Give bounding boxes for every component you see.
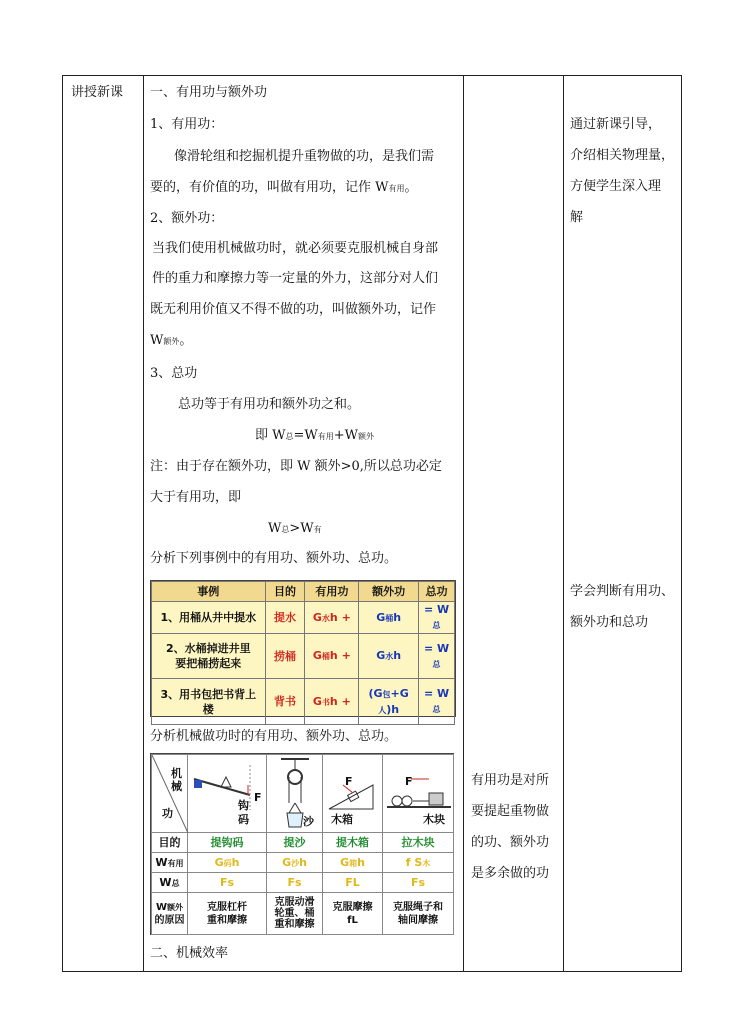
extra-work-heading: 2、额外功： xyxy=(150,211,224,226)
extra-reason-cell: 克服摩擦 fL xyxy=(323,893,383,935)
column-divider xyxy=(563,76,564,971)
pulley-picture-cell: 沙 xyxy=(267,755,323,833)
case-cell: 3、用书包把书背上 楼 xyxy=(152,679,266,725)
extra-reason-cell: 克服杠杆 重和摩擦 xyxy=(188,893,267,935)
column-header: 事例 xyxy=(152,582,266,602)
extra-work-text: 件的重力和摩擦力等一定量的外力，这部分对人们 xyxy=(152,271,439,286)
section-heading-1: 一、有用功与额外功 xyxy=(150,85,268,100)
corner-cell: 机械 功 xyxy=(152,755,188,833)
column-header: 有用功 xyxy=(305,582,359,602)
total-work-formula: 即 W总=W有用+W额外 xyxy=(255,428,375,443)
note-column-text: 有用功是对所 要提起重物做 的功、额外功 是多余做的功 xyxy=(471,773,550,881)
total-cell: = W总 xyxy=(419,634,455,679)
total-cell: Fs xyxy=(188,873,267,893)
row-label: 讲授新课 xyxy=(71,85,124,100)
useful-cell: G箱h xyxy=(323,853,383,873)
goal-cell: 背书 xyxy=(265,679,305,725)
column-header: 额外功 xyxy=(359,582,419,602)
design-intent-text: 学会判断有用功、 额外功和总功 xyxy=(570,584,675,630)
total-cell: = W总 xyxy=(419,602,455,634)
table-row xyxy=(152,873,454,893)
extra-cell: G桶h xyxy=(359,602,419,634)
case-cell: 2、水桶掉进井里 要把桶捞起来 xyxy=(152,634,266,679)
extra-cell: G水h xyxy=(359,634,419,679)
goal-cell: 捞桶 xyxy=(265,634,305,679)
goal-cell: 提木箱 xyxy=(323,833,383,853)
total-cell: = W总 xyxy=(419,679,455,725)
total-work-inequality: W总>W有 xyxy=(268,521,322,536)
lever-picture-cell: F 钩 码 xyxy=(188,755,267,833)
total-work-note: 大于有用功，即 xyxy=(150,490,242,505)
goal-cell: 拉木块 xyxy=(383,833,454,853)
total-cell: Fs xyxy=(267,873,323,893)
pulley-block-picture-cell: F 木块 xyxy=(383,755,454,833)
goal-cell: 提水 xyxy=(265,602,305,634)
useful-cell: G桶h + xyxy=(305,634,359,679)
case-cell: 1、用桶从井中提水 xyxy=(152,602,266,634)
table-row xyxy=(152,679,455,725)
table-row xyxy=(152,755,454,833)
examples-table xyxy=(150,580,456,717)
analysis-prompt-2: 分析机械做功时的有用功、额外功、总功。 xyxy=(150,729,398,744)
pulley-icon xyxy=(267,755,323,833)
extra-reason-cell: 克服动滑 轮重、桶 重和摩擦 xyxy=(267,893,323,935)
table-row xyxy=(152,833,454,853)
useful-work-text: 像滑轮组和挖掘机提升重物做的功，是我们需 xyxy=(174,149,435,164)
useful-cell: G书h + xyxy=(305,679,359,725)
useful-cell: G沙h xyxy=(267,853,323,873)
incline-picture-cell: F 木箱 xyxy=(323,755,383,833)
extra-cell: (G包+G人)h xyxy=(359,679,419,725)
total-work-text: 总功等于有用功和额外功之和。 xyxy=(178,397,361,412)
column-header: 总功 xyxy=(419,582,455,602)
machines-table xyxy=(150,753,454,935)
useful-cell: f S木 xyxy=(383,853,454,873)
goal-cell: 提钩码 xyxy=(188,833,267,853)
extra-work-text: 当我们使用机械做功时，就必须要克服机械自身部 xyxy=(152,241,439,256)
column-divider xyxy=(463,76,464,971)
table-header-row xyxy=(152,582,455,602)
design-intent-text: 通过新课引导， 介绍相关物理量， 方便学生深入理 解 xyxy=(570,117,675,225)
table-row xyxy=(152,634,455,679)
goal-cell: 提沙 xyxy=(267,833,323,853)
extra-work-text: W额外。 xyxy=(150,333,193,348)
useful-work-heading: 1、有用功： xyxy=(150,117,224,132)
column-header: 目的 xyxy=(265,582,305,602)
total-cell: FL xyxy=(323,873,383,893)
analysis-prompt-1: 分析下列事例中的有用功、额外功、总功。 xyxy=(150,551,398,566)
column-divider xyxy=(143,76,144,971)
extra-reason-cell: 克服绳子和 轴间摩擦 xyxy=(383,893,454,935)
row-label-cell: W额外 的原因 xyxy=(152,893,188,935)
table-row xyxy=(152,853,454,873)
useful-work-text: 要的，有价值的功，叫做有用功，记作 W有用。 xyxy=(150,180,418,195)
useful-cell: G水h + xyxy=(305,602,359,634)
extra-work-text: 既无利用价值又不得不做的功，叫做额外功，记作 xyxy=(150,302,437,317)
total-work-heading: 3、总功 xyxy=(150,366,198,381)
section-heading-2: 二、机械效率 xyxy=(150,946,229,961)
useful-cell: G码h xyxy=(188,853,267,873)
row-label-cell: W总 xyxy=(152,873,188,893)
row-label-cell: 目的 xyxy=(152,833,188,853)
row-label-cell: W有用 xyxy=(152,853,188,873)
total-work-note: 注：由于存在额外功，即 W 额外>0,所以总功必定 xyxy=(150,459,442,474)
total-cell: Fs xyxy=(383,873,454,893)
table-row xyxy=(152,893,454,935)
table-row xyxy=(152,602,455,634)
